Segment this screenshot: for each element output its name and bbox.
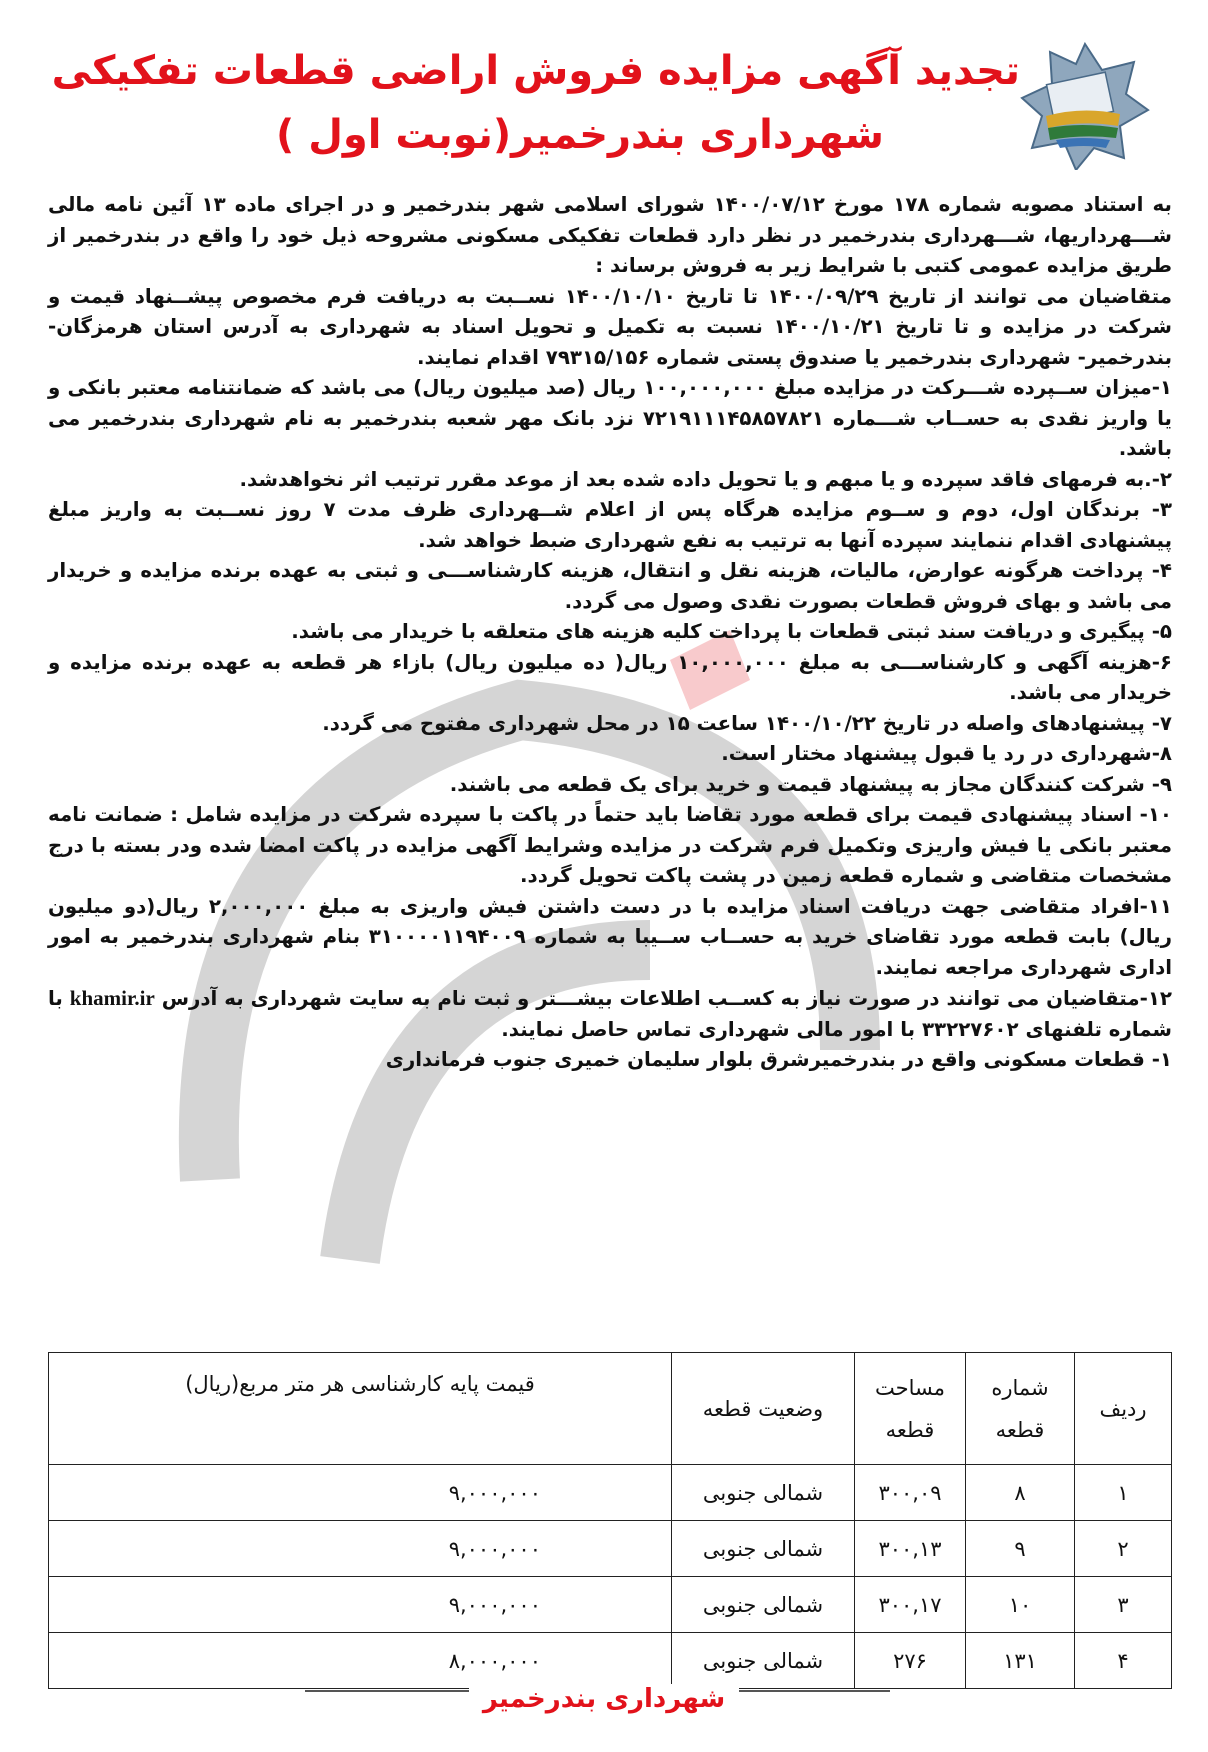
condition-12-contact: با شماره تلفنهای ۳۳۲۲۷۶۰۲ با امور مالی شهرداری تماس حاصل نمایند. xyxy=(48,987,1172,1041)
cell-row: ۲ xyxy=(1075,1521,1172,1577)
cell-area: ۳۰۰,۱۳ xyxy=(855,1521,966,1577)
cell-price: ۹,۰۰۰,۰۰۰ xyxy=(49,1465,672,1521)
cell-area: ۳۰۰,۰۹ xyxy=(855,1465,966,1521)
table-row xyxy=(49,1633,1172,1689)
condition-8: ۸-شهرداری در رد یا قبول پیشنهاد مختار است. xyxy=(721,742,1172,765)
condition-4: ۴- پرداخت هرگونه عوارض، مالیات، هزینه نقل و انتقال، هزینه کارشناســـی و ثبتی به عهده برنده مزایده و خریدار می باشد و بهای فروش قطعات بصورت نقدی وصول می گردد. xyxy=(48,559,1172,613)
table-header-row xyxy=(49,1353,1172,1465)
cell-number: ۱۳۱ xyxy=(966,1633,1075,1689)
cell-area: ۳۰۰,۱۷ xyxy=(855,1577,966,1633)
intro-paragraph: به استناد مصوبه شماره ۱۷۸ مورخ ۱۴۰۰/۰۷/۱۲ شورای اسلامی شهر بندرخمیر و در اجرای ماده ۱۳ آئین نامه مالی شـــهرداریها، شـــهرداری بندرخمیر در نظر دارد قطعات تفکیکی مسکونی مشروحه ذیل خود را واقع در بندرخمیر از طریق مزایده عمومی کتبی با شرایط زیر به فروش برساند : xyxy=(48,193,1172,277)
cell-area: ۲۷۶ xyxy=(855,1633,966,1689)
notice-header xyxy=(0,20,1208,170)
table-row xyxy=(49,1521,1172,1577)
condition-12 xyxy=(48,983,1172,1045)
condition-7: ۷- پیشنهادهای واصله در تاریخ ۱۴۰۰/۱۰/۲۲ ساعت ۱۵ در محل شهرداری مفتوح می گردد. xyxy=(322,711,1172,735)
condition-2: ۲-.به فرمهای فاقد سپرده و یا مبهم و یا تحویل داده شده بعد از موعد مقرر ترتیب اثر نخواهدشد. xyxy=(239,467,1172,491)
footer-signature: شهرداری بندرخمیر xyxy=(469,1684,739,1714)
header-lot-area: مساحت قطعه xyxy=(855,1353,966,1465)
location-line: ۱- قطعات مسکونی واقع در بندرخمیرشرق بلوار سلیمان خمیری جنوب فرمانداری xyxy=(385,1048,1172,1071)
condition-10: ۱۰- اسناد پیشنهادی قیمت برای قطعه مورد تقاضا باید حتماً در پاکت با سپرده شرکت در مزایده شامل : ضمانت نامه معتبر بانکی یا فیش واریزی وتکمیل فرم شرکت در مزایده وشرایط آگهی مزایده در پاکت امضا شده ودر بسته با درج مشخصات متقاضی و شماره قطعه زمین در پشت پاکت تحویل گردد. xyxy=(48,803,1172,887)
cell-status: شمالی جنوبی xyxy=(672,1577,855,1633)
cell-status: شمالی جنوبی xyxy=(672,1521,855,1577)
header-lot-status: وضعیت قطعه xyxy=(672,1353,855,1465)
notice-subtitle: شهرداری بندرخمیر(نوبت اول ) xyxy=(276,112,884,158)
notice-body xyxy=(48,190,1172,1076)
website-link[interactable]: khamir.ir xyxy=(69,986,155,1010)
municipality-emblem-icon xyxy=(1020,40,1150,170)
cell-row: ۴ xyxy=(1075,1633,1172,1689)
cell-number: ۹ xyxy=(966,1521,1075,1577)
condition-11: ۱۱-افراد متقاضی جهت دریافت اسناد مزایده با در دست داشتن فیش واریزی به مبلغ ۲,۰۰۰,۰۰۰ ریال(دو میلیون ریال) بابت قطعه مورد تقاضای خرید به حســاب ســیبا به شماره ۳۱۰۰۰۰۱۱۹۴۰۰۹ بنام شهرداری بندرخمیر به امور اداری شهرداری مراجعه نمایند. xyxy=(48,894,1173,979)
header-row-number: ردیف xyxy=(1075,1353,1172,1465)
cell-price: ۹,۰۰۰,۰۰۰ xyxy=(49,1521,672,1577)
cell-row: ۳ xyxy=(1075,1577,1172,1633)
table-row xyxy=(49,1465,1172,1521)
notice-title: تجدید آگهی مزایده فروش اراضی قطعات تفکیکی xyxy=(51,48,1020,94)
header-lot-number: شماره قطعه xyxy=(966,1353,1075,1465)
condition-12-text: ۱۲-متقاضیان می توانند در صورت نیاز به کســب اطلاعات بیشـــتر و ثبت نام به سایت شهرداری به آدرس xyxy=(161,987,1172,1010)
condition-1: ۱-میزان ســپرده شـــرکت در مزایده مبلغ ۱۰۰,۰۰۰,۰۰۰ ریال (صد میلیون ریال) می باشد که ضمانتنامه معتبر بانکی و یا واریز نقدی به حســاب شـــماره ۷۲۱۹۱۱۱۴۵۸۵۷۸۲۱ نزد بانک مهر شعبه بندرخمیر به نام شهرداری بندرخمیر می باشد. xyxy=(48,376,1172,460)
footer xyxy=(0,1684,1208,1720)
cell-status: شمالی جنوبی xyxy=(672,1465,855,1521)
cell-price: ۹,۰۰۰,۰۰۰ xyxy=(49,1577,672,1633)
cell-price: ۸,۰۰۰,۰۰۰ xyxy=(49,1633,672,1689)
header-base-price: قیمت پایه کارشناسی هر متر مربع(ریال) xyxy=(49,1353,672,1465)
applicants-paragraph: متقاضیان می توانند از تاریخ ۱۴۰۰/۰۹/۲۹ تا تاریخ ۱۴۰۰/۱۰/۱۰ نســبت به دریافت فرم مخصوص پیشــنهاد قیمت و شرکت در مزایده و تا تاریخ ۱۴۰۰/۱۰/۲۱ نسبت به تکمیل و تحویل اسناد به شهرداری به آدرس استان هرمزگان- بندرخمیر- شهرداری بندرخمیر یا صندوق پستی شماره ۷۹۳۱۵/۱۵۶ اقدام نمایند. xyxy=(48,284,1172,369)
cell-number: ۱۰ xyxy=(966,1577,1075,1633)
condition-6: ۶-هزینه آگهی و کارشناســـی به مبلغ ۱۰,۰۰۰,۰۰۰ ریال( ده میلیون ریال) بازاء هر قطعه به عهده برنده مزایده و خریدار می باشد. xyxy=(48,650,1172,704)
cell-status: شمالی جنوبی xyxy=(672,1633,855,1689)
condition-9: ۹- شرکت کنندگان مجاز به پیشنهاد قیمت و خرید برای یک قطعه می باشند. xyxy=(449,772,1172,796)
cell-number: ۸ xyxy=(966,1465,1075,1521)
condition-5: ۵- پیگیری و دریافت سند ثبتی قطعات با پرداخت کلیه هزینه های متعلقه با خریدار می باشد. xyxy=(291,620,1172,643)
lots-table xyxy=(48,1352,1172,1689)
table-row xyxy=(49,1577,1172,1633)
condition-3: ۳- برندگان اول، دوم و ســوم مزایده هرگاه پس از اعلام شــهرداری ظرف مدت ۷ روز نســبت به واریز مبلغ پیشنهادی اقدام ننمایند سپرده آنها به ترتیب به نفع شهرداری ضبط خواهد شد. xyxy=(48,498,1172,552)
cell-row: ۱ xyxy=(1075,1465,1172,1521)
